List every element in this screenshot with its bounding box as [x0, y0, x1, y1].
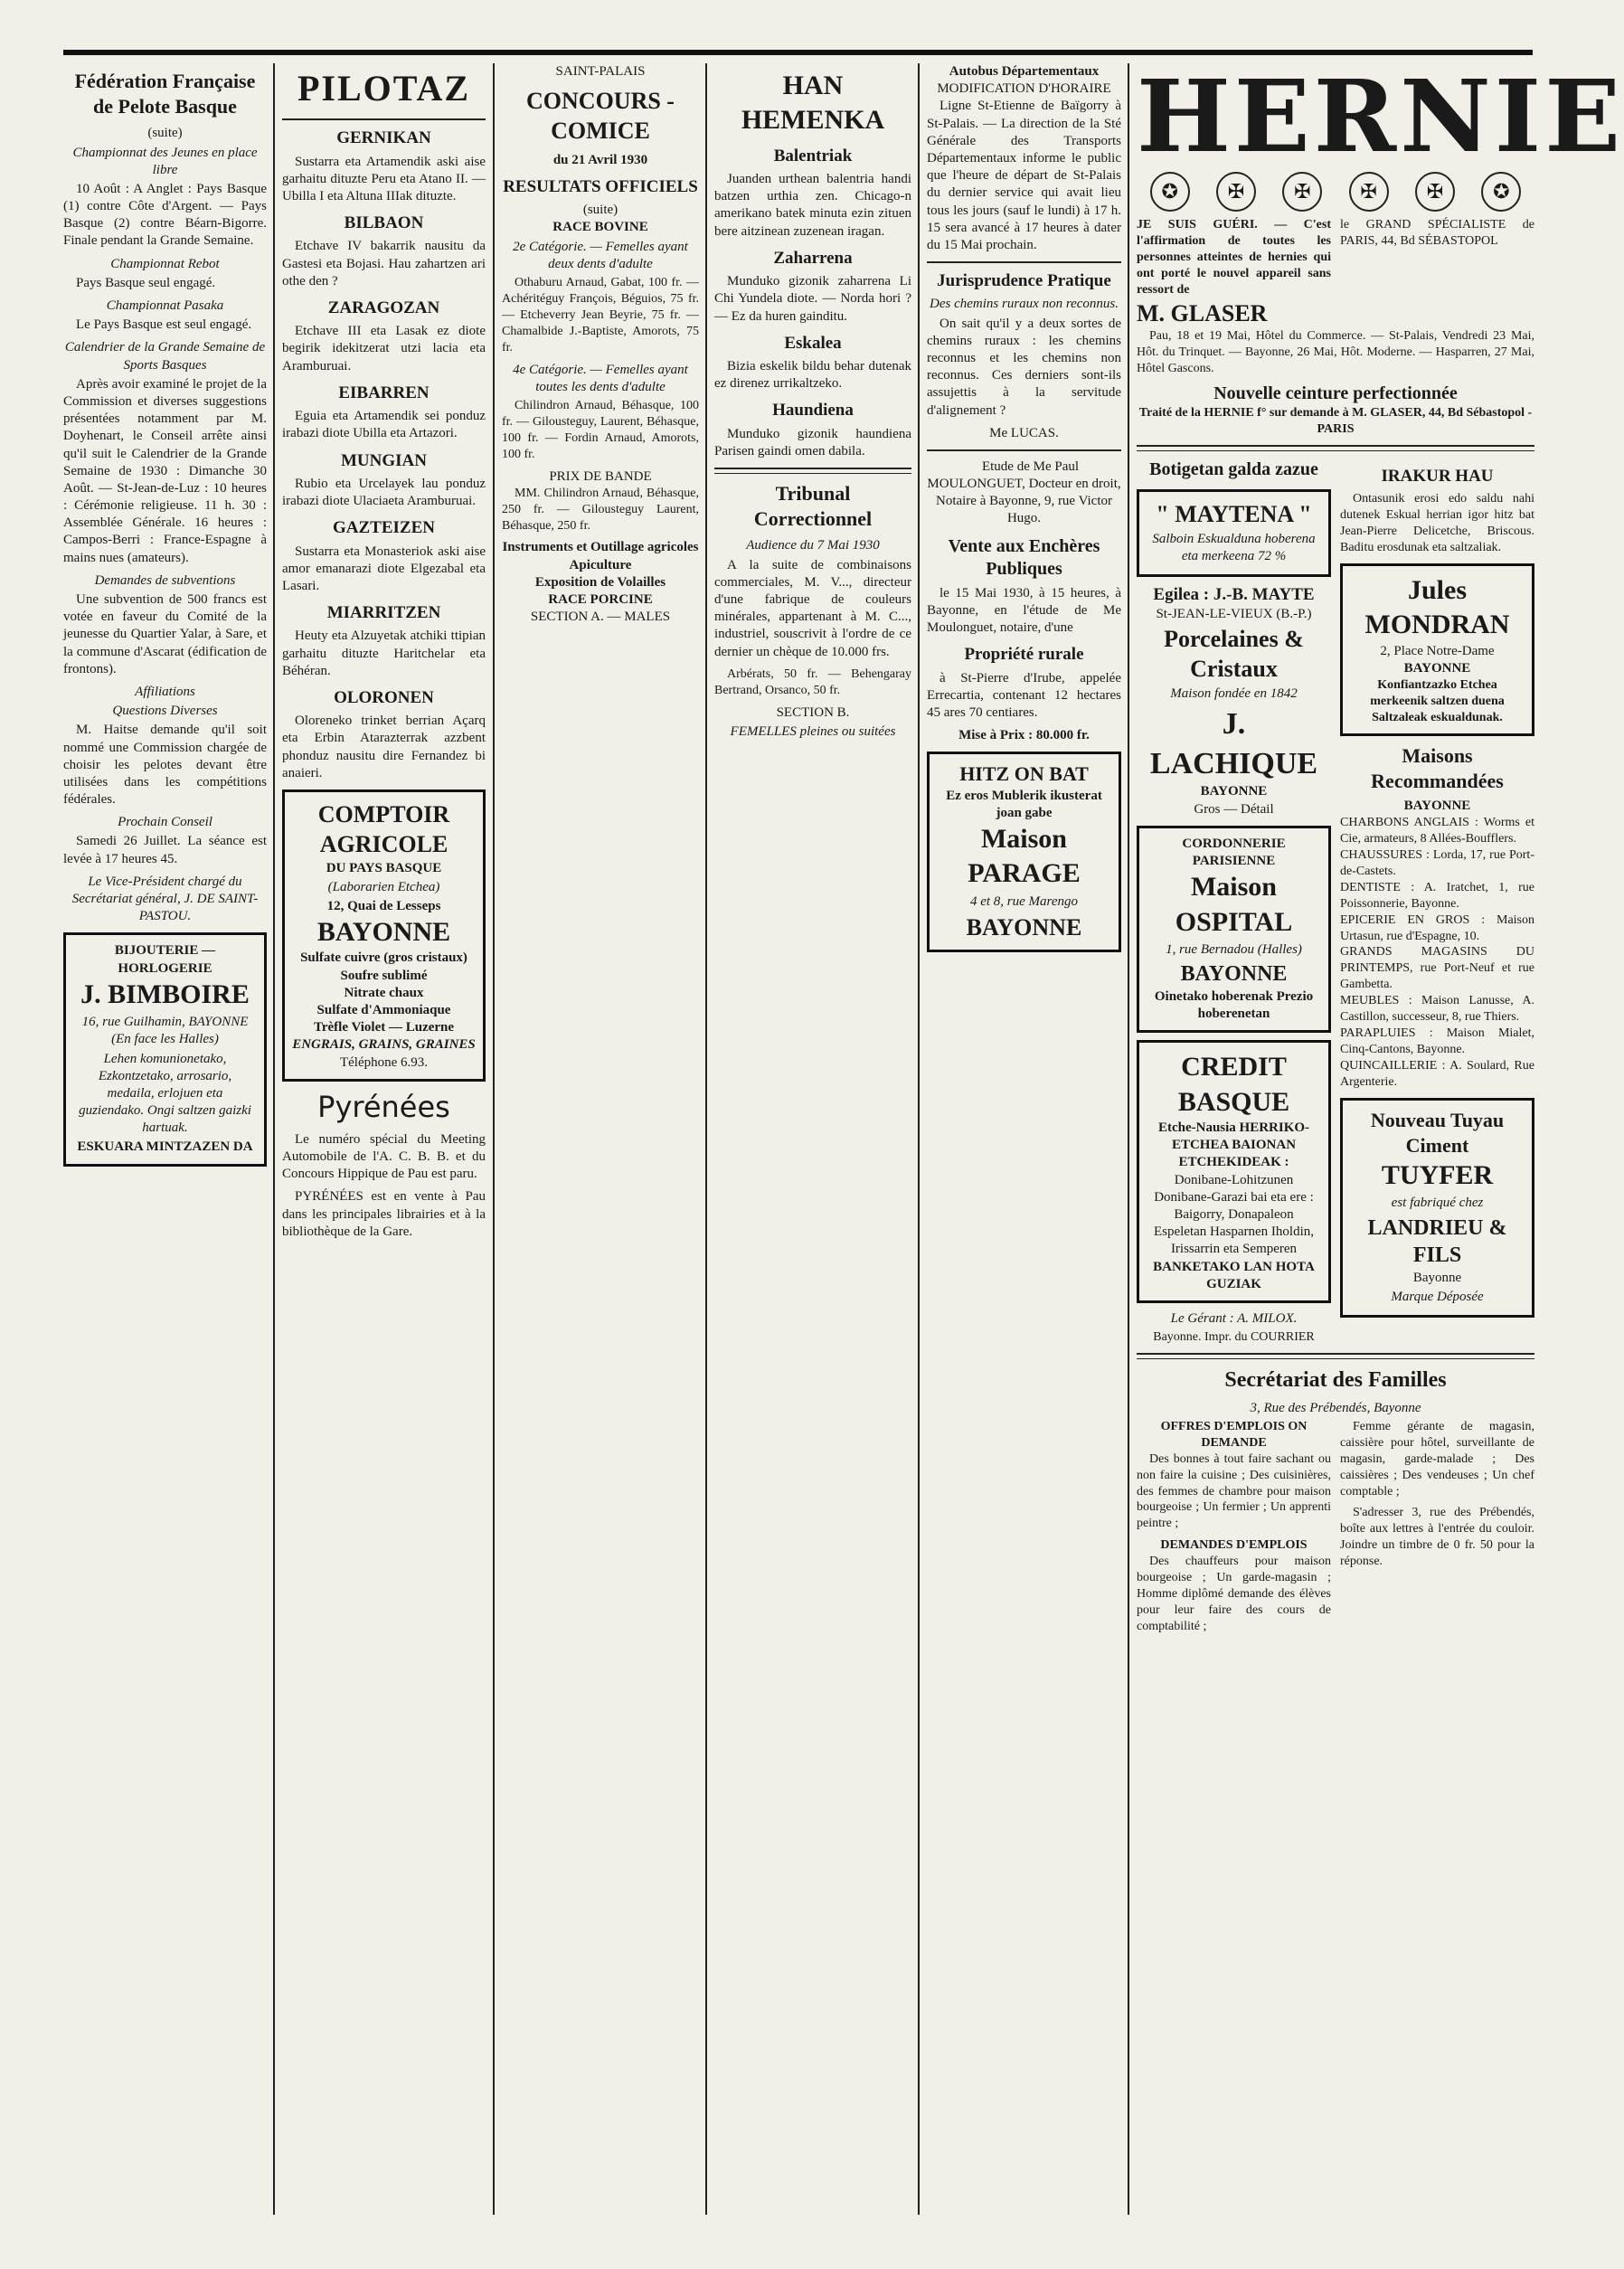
ad-parage-addr: 4 et 8, rue Marengo	[969, 893, 1078, 909]
fed-text5: Une subvention de 500 francs est votée en faveur du Comité de la jeunesse du Quartier Yalar, à Sare, et la commune d'Ascarat (édification de frontons).	[63, 592, 267, 676]
propriete-text: à St-Pierre d'Irube, appelée Errecartia, contenant 12 hectares 45 ares 70 centiares.	[927, 670, 1121, 721]
column-divider	[705, 63, 707, 2215]
miarritz-heading: MIARRITZEN	[326, 603, 441, 623]
column-divider	[918, 63, 920, 2215]
divider	[1137, 1353, 1534, 1359]
demandes-heading: DEMANDES D'EMPLOIS	[1160, 1538, 1308, 1553]
tribunal-audience: Audience du 7 Mai 1930	[746, 538, 880, 553]
maytena-name: " MAYTENA "	[1156, 500, 1312, 527]
eskalea-heading: Eskalea	[784, 333, 842, 353]
column-pilotaz	[282, 63, 486, 2215]
ad-ospital	[1137, 826, 1331, 1033]
tuyfer-sub: est fabriqué chez	[1391, 1196, 1484, 1211]
ad-bimboire-addr: 16, rue Guilhamin, BAYONNE (En face les Halles)	[81, 1015, 249, 1047]
fed-sub2: Championnat Rebot	[110, 256, 220, 271]
mondran-city: BAYONNE	[1403, 660, 1471, 676]
ospital-text: Oinetako hoberenak Prezio hoberenetan	[1154, 988, 1314, 1022]
maisons-list	[1340, 815, 1534, 1090]
comice-results: RESULTATS OFFICIELS	[503, 176, 698, 196]
ad-parage-city: BAYONNE	[966, 913, 1082, 941]
ad-comptoir-line1: Sulfate cuivre (gros cristaux)	[300, 950, 467, 966]
column-pelote	[63, 63, 267, 2215]
gernika-heading: GERNIKAN	[336, 128, 431, 148]
ospital-addr: 1, rue Bernadou (Halles)	[1166, 941, 1302, 957]
zaharrena-heading: Zaharrena	[773, 248, 853, 268]
porcelaines-city: BAYONNE	[1200, 784, 1268, 799]
zaragoza-heading: ZARAGOZAN	[327, 298, 440, 317]
fed-text7: M. Haitse demande qu'il soit nommé une Commission chargée de choisir les pelotes devant être utilisées dans les compétitions fédérales.	[63, 723, 267, 808]
demandes-text: Des chauffeurs pour maison bourgeoise ; Un garde-magasin ; Homme diplômé demande des élèves pour leur faire des cours de comptabilité ;	[1137, 1555, 1331, 1633]
column-comice	[502, 63, 699, 2215]
ospital-name: Maison OSPITAL	[1175, 872, 1293, 937]
ad-comptoir-city: BAYONNE	[316, 917, 451, 948]
porcelaines-founded: Maison fondée en 1842	[1170, 686, 1298, 702]
maytena-head: Botigetan galda zazue	[1149, 459, 1318, 479]
column-divider	[493, 63, 495, 2215]
credit-basque-sub: Etche-Nausia HERRIKO-ETCHEA BAIONAN	[1157, 1120, 1310, 1153]
ad-comptoir-line3: Nitrate chaux	[344, 985, 424, 1000]
tuyfer-head: Nouveau Tuyau Ciment	[1370, 1108, 1505, 1157]
balentriak-heading: Balentriak	[773, 146, 853, 165]
ad-bimboire-name: J. BIMBOIRE	[80, 979, 250, 1009]
miarritz-text: Heuty eta Alzuyetak atchiki ttipian garhaitu dituzte Haritchelar eta Béhéran.	[282, 629, 486, 678]
fed-sub3: Championnat Pasaka	[106, 298, 224, 313]
column-autobus	[927, 63, 1121, 2215]
maytena-egilea: Egilea : J.-B. MAYTE	[1153, 585, 1315, 605]
mondran-addr: 2, Place Notre-Dame	[1380, 643, 1495, 658]
ads-right	[1340, 459, 1534, 1346]
credit-basque-list: Donibane-Lohitzunen Donibane-Garazi bai eta ere : Baigorry, Donapaleon Espeletan Hasparnen Iholdin, Irissarrin eta Semperen	[1153, 1172, 1315, 1257]
fed-text4: Après avoir examiné le projet de la Commission et diverses suggestions présentées notamment par M. Doyhenart, le Conseil arrête ainsi qu'il suit le Calendrier de la Grande Semaine de 1930 : Dimanche 30 Août. — St-Jean-de-Luz : 10 heures : Cérémonie religieuse. 11 h. 30 : Assemblée Générale. 16 heures : Campos-Berri : France-Espagne à mains nues (amateurs).	[63, 376, 267, 565]
secretariat-contact: S'adresser 3, rue des Prébendés, boîte aux lettres à l'entrée du couloir. Joindre un timbre de 0 fr. 50 pour la réponse.	[1340, 1506, 1534, 1569]
cross-icon: ✠	[1216, 172, 1256, 212]
pyrenees-text: Le numéro spécial du Meeting Automobile de l'A. C. B. B. et du Concours Hippique de Pau est paru.	[282, 1131, 486, 1182]
fed-text2: Pays Basque seul engagé.	[76, 275, 216, 290]
irakur-heading: IRAKUR HAU	[1381, 466, 1494, 486]
list-item: DENTISTE : A. Iratchet, 1, rue Poissonnerie, Bayonne.	[1340, 880, 1534, 911]
jurisprudence-heading: Jurisprudence Pratique	[937, 271, 1111, 291]
credit-basque-etche: ETCHEKIDEAK :	[1178, 1155, 1289, 1170]
comice-race: RACE BOVINE	[552, 220, 648, 235]
fed-text8: Samedi 26 Juillet. La séance est levée à 17 heures 45.	[63, 834, 267, 866]
ad-bimboire-foot: ESKUARA MINTZAZEN DA	[77, 1139, 253, 1155]
vente-heading: Vente aux Enchères Publiques	[948, 535, 1100, 580]
ad-comptoir-tel: Téléphone 6.93.	[339, 1054, 429, 1070]
list-item: QUINCAILLERIE : A. Soulard, Rue Argenterie.	[1340, 1058, 1534, 1089]
medal-icon: ✪	[1150, 172, 1190, 212]
secretariat-addr: 3, Rue des Prébendés, Bayonne	[1250, 1400, 1421, 1415]
tuyfer-name: TUYFER	[1381, 1159, 1494, 1190]
top-rule	[63, 50, 1533, 55]
mondran-name: Jules MONDRAN	[1364, 574, 1510, 640]
ad-comptoir-line2: Soufre sublimé	[340, 968, 428, 983]
ad-comptoir-sub: DU PAYS BASQUE	[326, 860, 442, 875]
divider	[927, 261, 1121, 263]
fed-sub5: Demandes de subventions	[94, 572, 236, 588]
ads-grid	[1137, 459, 1534, 1346]
bilbao-heading: BILBAON	[344, 213, 424, 233]
gazteiz-heading: GAZTEIZEN	[333, 518, 435, 538]
divider	[282, 118, 486, 120]
arberats-text: Arbérats, 50 fr. — Behengaray Bertrand, Orsanco, 50 fr.	[714, 667, 911, 697]
autobus-subheading: MODIFICATION D'HORAIRE	[937, 81, 1111, 97]
gernika-text: Sustarra eta Artamendik aski aise garhaitu dituzte Peru eta Atano II. — Ubilla I eta Altuna IIIak dituzte.	[282, 154, 486, 203]
jurisprudence-sub: Des chemins ruraux non reconnus.	[930, 297, 1119, 312]
hernie-title: HERNIE	[1137, 58, 1624, 175]
hernie-body	[1137, 217, 1534, 328]
etude-text: Etude de Me Paul MOULONGUET, Docteur en droit, Notaire à Bayonne, 9, rue Victor Hugo.	[927, 459, 1121, 526]
secretariat-heading: Secrétariat des Familles	[1224, 1367, 1447, 1392]
ad-bimboire-title: BIJOUTERIE — HORLOGERIE	[114, 943, 216, 976]
ad-maytena	[1137, 489, 1331, 578]
list-item: PARAPLUIES : Maison Mialet, Cinq-Cantons, Bayonne.	[1340, 1026, 1534, 1056]
offres-text: Des bonnes à tout faire sachant ou non faire la cuisine ; Des cuisinières, des femmes de chambre pour maison bourgeoise ; Un fermier ; Un apprenti peintre ;	[1137, 1451, 1331, 1531]
fed-suite: (suite)	[147, 126, 183, 141]
list-item: EPICERIE EN GROS : Maison Urtasun, rue d'Espagne, 10.	[1340, 912, 1534, 943]
divider	[714, 468, 911, 474]
haundiena-text: Munduko gizonik haundiena Parisen gaindi omen dabila.	[714, 426, 911, 459]
secretariat-right-text: Femme gérante de magasin, caissière pour hôtel, surveillante de magasin, garde-malade ; Des caissières ; Des vendeuses ; Un chef comptable ;	[1340, 1419, 1534, 1498]
maytena-city: St-JEAN-LE-VIEUX (B.-P.)	[1156, 607, 1312, 622]
ad-tuyfer	[1340, 1098, 1534, 1319]
ospital-city: BAYONNE	[1180, 962, 1288, 987]
bilbao-text: Etchave IV bakarrik nausitu da Gastesi eta Bojasi. Hau zahartzen ari othe den ?	[282, 239, 486, 288]
hernie-ceinture: Nouvelle ceinture perfectionnée	[1213, 383, 1458, 403]
fed-sub6: Affiliations	[135, 684, 195, 699]
ad-bimboire	[63, 932, 267, 1166]
fed-sub7: Questions Diverses	[112, 704, 218, 719]
comice-cat4: 4e Catégorie. — Femelles ayant toutes les dents d'adulte	[513, 362, 688, 394]
ad-comptoir-quai: 12, Quai de Lesseps	[326, 898, 441, 913]
oloron-heading: OLORONEN	[334, 687, 434, 707]
credit-basque-head: CREDIT BASQUE	[1177, 1052, 1290, 1117]
tribunal-text: A la suite de combinaisons commerciales, M. V..., directeur d'une fabrique de couleurs minérales, appartenant à M. C..., industriel, souscrivit à l'ordre de ce dernier un chèque de 10.000 frs.	[714, 557, 911, 659]
cross-icon: ✠	[1349, 172, 1389, 212]
comice-title: CONCOURS - COMICE	[526, 88, 675, 145]
list-item: CHARBONS ANGLAIS : Worms et Cie, armateurs, 8 Allées-Boufflers.	[1340, 816, 1534, 846]
imprimerie: Bayonne. Impr. du COURRIER	[1153, 1330, 1315, 1345]
secretariat-body	[1137, 1419, 1534, 1640]
fed-text1: 10 Août : A Anglet : Pays Basque (1) contre Côte d'Argent. — Pays Basque (2) contre Béarn-Bigorre. Finale pendant la Grande Semaine.	[63, 181, 267, 249]
cross-icon: ✠	[1415, 172, 1455, 212]
tuyfer-brand: LANDRIEU & FILS	[1367, 1215, 1507, 1268]
gazteiz-text: Sustarra eta Monasteriok aski aise amor emanarazi diote Elgezabal eta Lasari.	[282, 544, 486, 593]
oloron-text: Oloreneko trinket berrian Açarq eta Erbin Atarazterrak azzbent phonduz nausitu dire Fernandez bi anaieri.	[282, 714, 486, 780]
ad-comptoir-lab: (Laborarien Etchea)	[327, 879, 440, 894]
comice-suite: (suite)	[582, 203, 618, 218]
porcelaines-gros: Gros — Détail	[1194, 801, 1274, 817]
zaharrena-text: Munduko gizonik zaharrena Li Chi Yundela diote. — Norda hori ? — Ez da huren gainditu.	[714, 274, 911, 324]
fed-signature: Le Vice-Président chargé du Secrétariat général, J. DE SAINT-PASTOU.	[71, 874, 259, 924]
comice-text4: Chilindron Arnaud, Béhasque, 100 fr. — Gilousteguy, Laurent, Béhasque, 100 fr. — Fordin Arnaud, Amorots, 100 fr.	[502, 398, 699, 461]
autobus-text: Ligne St-Etienne de Baïgorry à St-Palais. — La direction de la Sté Générale des Transports Départementaux informe le public que l'heure de départ de St-Palais du dernier service qui avait lieu tous les jours (sauf le lundi) à 17 h. 15 sera avancé à 17 heures à dater du 15 Mai prochain.	[927, 99, 1121, 252]
column-hanhemenka	[714, 63, 911, 2215]
comice-porcine: RACE PORCINE	[548, 591, 653, 607]
pyrenees-heading: Pyrénées	[317, 1089, 450, 1124]
eibar-text: Eguia eta Artamendik sei ponduz irabazi diote Ubilla eta Artazori.	[282, 409, 486, 441]
haundiena-heading: Haundiena	[772, 401, 854, 421]
ospital-head: CORDONNERIE PARISIENNE	[1182, 836, 1286, 868]
column-ads	[1137, 58, 1624, 2215]
column-divider	[1128, 63, 1129, 2215]
irakur-text: Ontasunik erosi edo saldu nahi dutenek Eskual herrian igor hitz bat Jean-Pierre Delicetche, Briscous. Baditu erosdunak eta saltzaliak.	[1340, 492, 1534, 554]
hernie-line: JE SUIS GUÉRI. — C'est l'affirmation de toutes les personnes atteintes de hernies qui ont porté le nouvel appareil sans ressort de	[1137, 218, 1331, 297]
mungia-text: Rubio eta Urcelayek lau ponduz irabazi diote Ulaciaeta Aramburuai.	[282, 476, 486, 508]
fed-sub1: Championnat des Jeunes en place libre	[72, 145, 258, 177]
mise-a-prix: Mise à Prix : 80.000 fr.	[958, 728, 1090, 743]
ad-comptoir	[282, 789, 486, 1082]
list-item: CHAUSSURES : Lorda, 17, rue Port-de-Castets.	[1340, 848, 1534, 878]
gerant: Le Gérant : A. MILOX.	[1170, 1310, 1298, 1326]
propriete-heading: Propriété rurale	[964, 645, 1084, 665]
ad-credit-basque	[1137, 1040, 1331, 1303]
comice-kicker: SAINT-PALAIS	[555, 64, 646, 79]
pilotaz-title: PILOTAZ	[297, 68, 471, 109]
maisons-heading: Maisons Recommandées	[1371, 743, 1504, 792]
mondran-text: Konfiantzazko Etchea merkeenik saltzen duena Saltzaleak eskualdunak.	[1370, 678, 1505, 724]
eskalea-text: Bizia eskelik bildu behar dutenak ez direnez urrikaltzeko.	[714, 359, 911, 392]
autobus-heading: Autobus Départementaux	[949, 64, 1100, 79]
jurisprudence-sign: Me LUCAS.	[989, 425, 1059, 440]
comice-api: Apiculture	[569, 557, 632, 572]
fed-sub8: Prochain Conseil	[118, 815, 212, 830]
eibar-heading: EIBARREN	[338, 383, 430, 402]
medal-row	[1137, 172, 1534, 212]
femelles-heading: FEMELLES pleines ou suitées	[730, 723, 896, 739]
porcelaines-name: J. LACHIQUE	[1149, 707, 1318, 780]
medal-icon: ✪	[1481, 172, 1521, 212]
list-item: MEUBLES : Maison Lanusse, A. Castillon, successeur, 8, rue Thiers.	[1340, 994, 1534, 1025]
ad-parage	[927, 752, 1121, 952]
comice-cat2: 2e Catégorie. — Femelles ayant deux dents d'adulte	[513, 239, 688, 271]
comice-prix: PRIX DE BANDE	[549, 468, 652, 484]
mungia-heading: MUNGIAN	[341, 450, 427, 470]
hanhemenka-title: HAN HEMENKA	[741, 71, 885, 136]
balentriak-text: Juanden urthean balentria handi batzen urthia zen. Chicago-n amerikano batek minuta ezin zituen bere aitzinean zuzenean iragan.	[714, 172, 911, 239]
comice-date: du 21 Avril 1930	[552, 152, 648, 167]
list-item: GRANDS MAGASINS DU PRINTEMPS, rue Port-Neuf et rue Gambetta.	[1340, 945, 1534, 992]
ad-parage-head: HITZ ON BAT	[959, 762, 1089, 786]
offres-heading: OFFRES D'EMPLOIS ON DEMANDE	[1160, 1419, 1308, 1450]
ads-left	[1137, 459, 1331, 1346]
ad-comptoir-title: COMPTOIR AGRICOLE	[317, 801, 450, 858]
tuyfer-city: Bayonne	[1412, 1270, 1462, 1285]
ad-parage-name: Maison PARAGE	[968, 823, 1081, 889]
maytena-text: Salboin Eskualduna hoberena eta merkeena 72 %	[1152, 531, 1316, 563]
ad-comptoir-line5: Trèfle Violet — Luzerne	[313, 1020, 455, 1035]
comice-section-a: SECTION A. — MALES	[530, 610, 671, 625]
fed-sub4: Calendrier de la Grande Semaine de Sports Basques	[64, 340, 266, 373]
ad-parage-sub: Ez eros Mublerik ikusterat joan gabe	[946, 788, 1102, 820]
ad-comptoir-line6: ENGRAIS, GRAINS, GRAINES	[292, 1037, 476, 1053]
maisons-city: BAYONNE	[1403, 799, 1471, 814]
comice-prix-text: MM. Chilindron Arnaud, Béhasque, 250 fr. — Gilousteguy Laurent, Béhasque, 250 fr.	[502, 486, 699, 533]
column-divider	[273, 63, 275, 2215]
hernie-visits: Pau, 18 et 19 Mai, Hôtel du Commerce. — St-Palais, Vendredi 23 Mai, Hôt. du Trinquet. — Bayonne, 26 Mai, Hôt. Moderne. — Hasparren, 27 Mai, Hôtel Gascons.	[1137, 328, 1534, 375]
ad-comptoir-line4: Sulfate d'Ammoniaque	[316, 1003, 451, 1018]
hernie-traite: Traité de la HERNIE f° sur demande à M. GLASER, 44, Bd Sébastopol - PARIS	[1138, 406, 1533, 437]
comice-agri: Instruments et Outillage agricoles	[502, 540, 699, 555]
hernie-spec: le GRAND SPÉCIALISTE de PARIS, 44, Bd SÉBASTOPOL	[1340, 218, 1534, 248]
comice-volailles: Exposition de Volailles	[534, 574, 666, 590]
divider	[1137, 445, 1534, 451]
jurisprudence-text: On sait qu'il y a deux sortes de chemins ruraux : les chemins reconnus et les chemins non reconnus. Ces derniers sont-ils assujettis à la servitude d'alignement ?	[927, 316, 1121, 418]
vente-text: le 15 Mai 1930, à 15 heures, à Bayonne, en l'étude de Me Moulonguet, notaire, d'une	[927, 585, 1121, 636]
zaragoza-text: Etchave III eta Lasak ez diote begirik idekitzerat utzi lacia eta Aramburuai.	[282, 324, 486, 373]
cross-icon: ✠	[1282, 172, 1322, 212]
section-b: SECTION B.	[776, 704, 850, 720]
tuyfer-mark: Marque Déposée	[1391, 1290, 1484, 1305]
pyrenees-text2: PYRÉNÉES est en vente à Pau dans les principales librairies et à la bibliothèque de la Gare.	[282, 1189, 486, 1239]
divider	[927, 449, 1121, 451]
credit-basque-foot: BANKETAKO LAN HOTA GUZIAK	[1153, 1259, 1315, 1291]
hernie-name: M. GLASER	[1137, 299, 1268, 326]
fed-title: Fédération Française de Pelote Basque	[74, 70, 256, 118]
fed-text3: Le Pays Basque est seul engagé.	[76, 317, 252, 333]
ad-mondran	[1340, 563, 1534, 736]
ad-bimboire-text: Lehen komunionetako, Ezkontzetako, arrosario, medaila, erlojuen eta guziendako. Ongi saltzen gaizki hartuak.	[79, 1051, 251, 1136]
comice-text2: Othaburu Arnaud, Gabat, 100 fr. — Achéritéguy François, Béguios, 75 fr. — Etcheverry Jean Beyrie, 75 fr. — Chamalbide J.-Baptiste, Amorots, 75 fr.	[502, 275, 699, 355]
tribunal-heading: Tribunal Correctionnel	[753, 482, 873, 531]
porcelaines-head: Porcelaines & Cristaux	[1164, 625, 1304, 682]
